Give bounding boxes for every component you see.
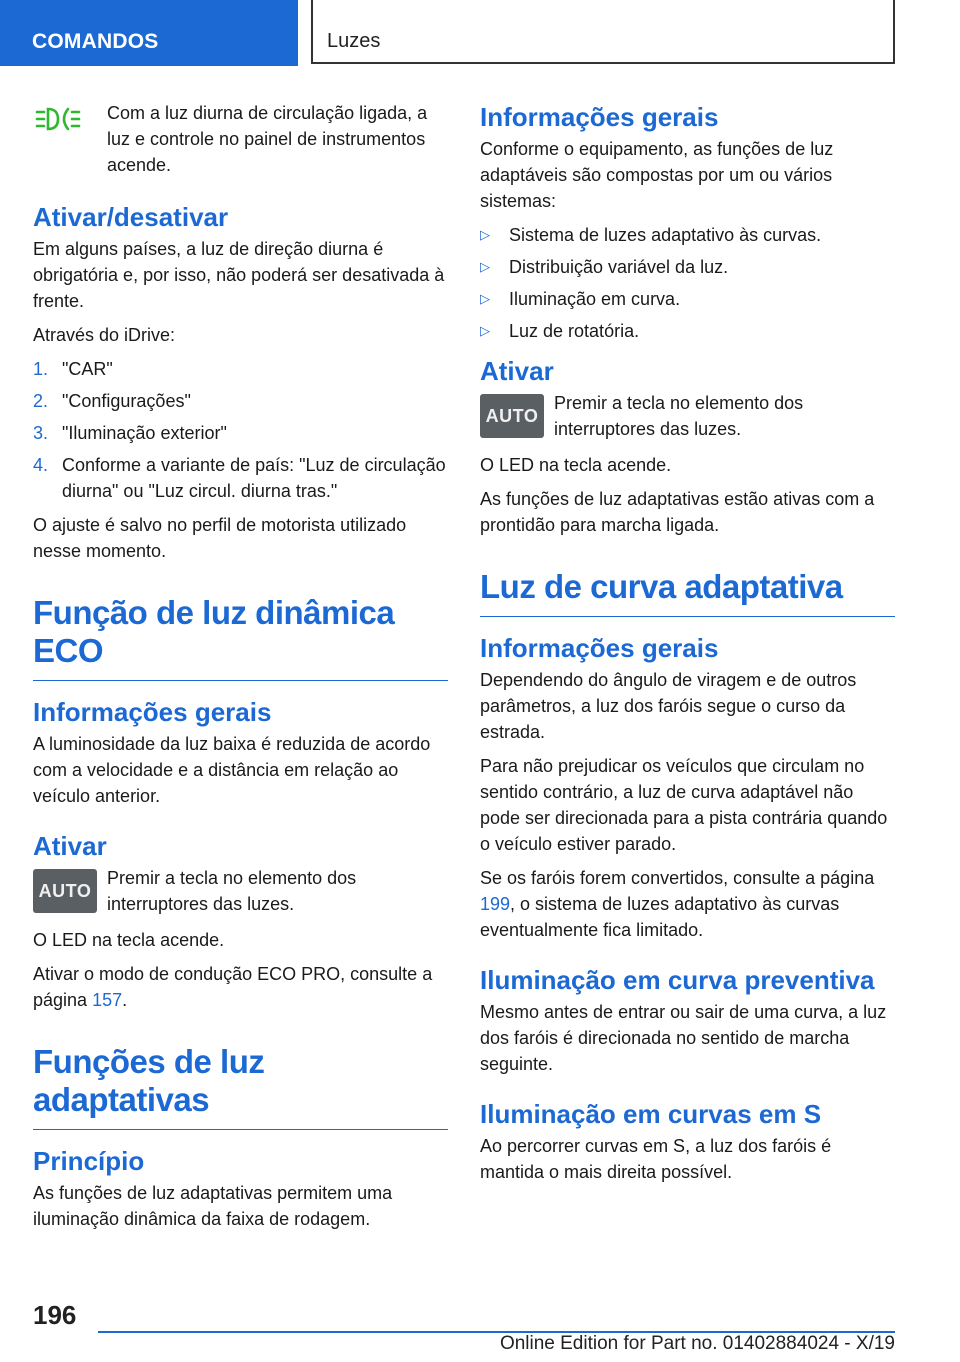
text-eco-pro: Ativar o modo de condução ECO PRO, consulte a página 157. xyxy=(33,964,433,1010)
list-item: 4. Conforme a variante de país: "Luz de circulação diurna" ou "Luz circul. diurna tras." xyxy=(33,455,446,501)
heading-general-info: Informações gerais xyxy=(33,697,272,727)
drl-note-text: Com a luz diurna de circulação ligada, a luz e controle no painel de instrumentos acende. xyxy=(107,103,428,175)
auto-button-icon: AUTO xyxy=(33,869,97,913)
heading-principle: Princípio xyxy=(33,1146,145,1176)
text-converted: Se os faróis forem convertidos, consulte a página 199, o sistema de luzes adaptativo às curvas eventualmente fica limitado. xyxy=(480,868,875,940)
right-column xyxy=(480,100,895,1193)
adaptive-systems-list xyxy=(480,222,895,344)
text-principle: As funções de luz adaptativas permitem uma iluminação dinâmica da faixa de rodagem. xyxy=(33,1183,393,1229)
heading-activate-deactivate: Ativar/desativar xyxy=(33,202,229,232)
text-eco-info: A luminosidade da luz baixa é reduzida de acordo com a velocidade e a distância em relação ao veículo anterior. xyxy=(33,734,431,806)
text-equipment: Conforme o equipamento, as funções de luz adaptáveis são compostas por um ou vários sistemas: xyxy=(480,139,834,211)
idrive-steps xyxy=(33,356,448,504)
auto-button-note xyxy=(480,390,895,442)
section-tab: COMANDOS xyxy=(0,0,298,66)
heading-adaptive-functions: Funções de luz adaptativas xyxy=(33,1043,448,1130)
page-link-199[interactable]: 199 xyxy=(480,894,511,914)
left-column xyxy=(33,100,448,1240)
text-press-button: Premir a tecla no elemento dos interruptores das luzes. xyxy=(554,393,804,439)
triangle-bullet-icon: ▷ xyxy=(480,259,490,274)
heading-activate: Ativar xyxy=(33,831,107,861)
edition-note: Online Edition for Part no. 01402884024 - X/19 xyxy=(499,1333,895,1354)
triangle-bullet-icon: ▷ xyxy=(480,227,490,242)
page-header xyxy=(0,0,960,66)
list-item: ▷ Distribuição variável da luz. xyxy=(480,254,895,280)
page-link-157[interactable]: 157 xyxy=(92,990,123,1010)
text-led: O LED na tecla acende. xyxy=(33,930,225,950)
text-oncoming: Para não prejudicar os veículos que circulam no sentido contrário, a luz de curva adaptável não pode ser direcionada para a pista contrária quando o veículo estiver parado. xyxy=(480,756,888,854)
triangle-bullet-icon: ▷ xyxy=(480,323,490,338)
drl-note xyxy=(33,100,448,178)
heading-eco-function: Função de luz dinâmica ECO xyxy=(33,594,448,681)
list-item: 2. "Configurações" xyxy=(33,391,191,411)
page-number: 196 xyxy=(33,1300,77,1330)
heading-activate: Ativar xyxy=(480,356,554,386)
list-item: ▷ Luz de rotatória. xyxy=(480,318,895,344)
list-item: ▷ Sistema de luzes adaptativo às curvas. xyxy=(480,222,895,248)
triangle-bullet-icon: ▷ xyxy=(480,291,490,306)
text-s-curves: Ao percorrer curvas em S, a luz dos faróis é mantida o mais direita possível. xyxy=(480,1136,832,1182)
text-idrive: Através do iDrive: xyxy=(33,325,176,345)
text-saved: O ajuste é salvo no perfil de motorista utilizado nesse momento. xyxy=(33,515,407,561)
heading-general-info: Informações gerais xyxy=(480,102,719,132)
text-countries: Em alguns países, a luz de direção diurna é obrigatória e, por isso, não poderá ser desativada à frente. xyxy=(33,239,445,311)
text-press-button: Premir a tecla no elemento dos interruptores das luzes. xyxy=(107,868,357,914)
chapter-title: Luzes xyxy=(311,0,895,64)
heading-s-curves: Iluminação em curvas em S xyxy=(480,1099,822,1129)
auto-button-icon: AUTO xyxy=(480,394,544,438)
heading-general-info-2: Informações gerais xyxy=(480,633,719,663)
auto-button-note xyxy=(33,865,448,917)
list-item: 3. "Iluminação exterior" xyxy=(33,423,227,443)
daytime-running-light-icon xyxy=(33,100,99,139)
text-led: O LED na tecla acende. xyxy=(480,455,672,475)
text-preventive: Mesmo antes de entrar ou sair de uma curva, a luz dos faróis é direcionada no sentido de marcha seguinte. xyxy=(480,1002,887,1074)
text-active: As funções de luz adaptativas estão ativas com a prontidão para marcha ligada. xyxy=(480,489,875,535)
heading-preventive-curve: Iluminação em curva preventiva xyxy=(480,965,875,995)
heading-adaptive-curve-light: Luz de curva adaptativa xyxy=(480,568,895,617)
list-item: 1. "CAR" xyxy=(33,359,113,379)
text-steering-angle: Dependendo do ângulo de viragem e de outros parâmetros, a luz dos faróis segue o curso da estrada. xyxy=(480,670,857,742)
list-item: ▷ Iluminação em curva. xyxy=(480,286,895,312)
